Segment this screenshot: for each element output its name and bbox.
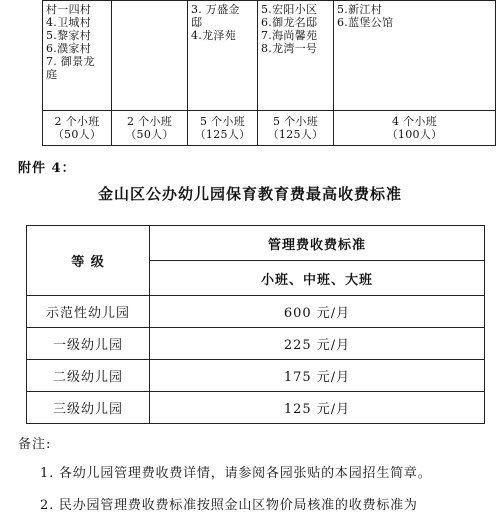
class-count-row <box>43 111 496 146</box>
class-size: （50人） <box>125 128 174 141</box>
district-line: 7. 御景龙 <box>46 55 95 68</box>
class-count: 4 个小班 <box>392 115 437 128</box>
district-line: 8.龙湾一号 <box>261 42 318 55</box>
class-count-cell <box>258 111 334 146</box>
grade-cell: 示范性幼儿园 <box>27 296 150 328</box>
district-line: 5.黎家村 <box>46 29 91 42</box>
table-row <box>27 392 485 424</box>
fee-cell: 175 元/月 <box>150 360 485 392</box>
district-line: 4.龙泽苑 <box>191 29 236 42</box>
district-line: 5.宏阳小区 <box>261 3 318 16</box>
note-item-1: 1. 各幼儿园管理费收费详情，请参阅各园张贴的本园招生简章。 <box>40 466 432 481</box>
enrollment-table-fragment <box>42 0 496 146</box>
class-count-cell <box>334 111 496 146</box>
class-count: 2 个小班 <box>127 115 172 128</box>
class-size: （50人） <box>52 128 102 141</box>
district-cell-2 <box>112 1 188 111</box>
district-line: 3. 万盛金 <box>191 3 240 16</box>
district-list-row <box>43 1 496 111</box>
class-count: 2 个小班 <box>54 115 100 128</box>
table-row <box>27 360 485 392</box>
district-cell-5 <box>334 1 496 111</box>
grade-cell: 一级幼儿园 <box>27 328 150 360</box>
attachment-label: 附件 4： <box>18 161 76 176</box>
table-row <box>27 328 485 360</box>
district-line: 庭 <box>46 68 58 81</box>
class-size: （125人） <box>267 128 324 141</box>
grade-cell: 三级幼儿园 <box>27 392 150 424</box>
district-line: 6.御龙名邸 <box>261 16 318 29</box>
class-levels-header: 小班、中班、大班 <box>150 261 485 296</box>
district-line: 7.海尚馨苑 <box>261 29 318 42</box>
mgmt-fee-header: 管理费收费标准 <box>150 226 485 261</box>
class-count-cell <box>43 111 112 146</box>
district-cell-3 <box>188 1 258 111</box>
class-count-cell <box>112 111 188 146</box>
table-header-row <box>27 226 485 261</box>
district-cell-4 <box>258 1 334 111</box>
notes-label: 备注: <box>18 437 52 452</box>
class-count: 5 个小班 <box>273 115 318 128</box>
fee-cell: 125 元/月 <box>150 392 485 424</box>
class-count: 5 个小班 <box>200 115 245 128</box>
fee-cell: 600 元/月 <box>150 296 485 328</box>
page-title: 金山区公办幼儿园保育教育费最高收费标准 <box>97 185 402 203</box>
fee-standard-table <box>26 225 485 424</box>
district-line: 村一四村 <box>46 3 92 16</box>
district-line: 邸 <box>191 16 203 29</box>
grade-cell: 二级幼儿园 <box>27 360 150 392</box>
class-count-cell <box>188 111 258 146</box>
note-item-2: 2. 民办园管理费收费标准按照金山区物价局核准的收费标准为 <box>40 498 418 513</box>
district-cell-1 <box>43 1 112 111</box>
district-line: 4.卫城村 <box>46 16 91 29</box>
table-row <box>27 296 485 328</box>
class-size: （125人） <box>194 128 251 141</box>
grade-column-header: 等 级 <box>27 226 150 296</box>
fee-cell: 225 元/月 <box>150 328 485 360</box>
district-line: 6.濮家村 <box>46 42 91 55</box>
district-line: 5.新江村 <box>337 3 382 16</box>
class-size: （100人） <box>386 128 443 141</box>
district-line: 6.蓝堡公馆 <box>337 16 394 29</box>
